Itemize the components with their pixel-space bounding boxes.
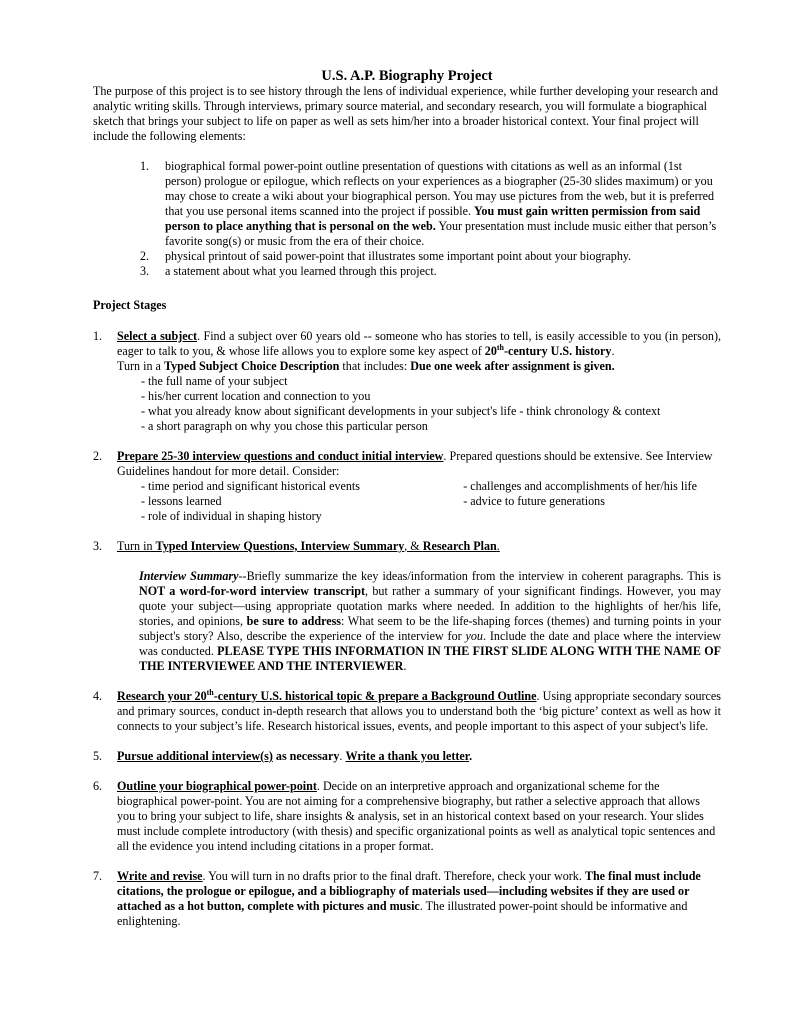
stage-number: 2. [93, 449, 103, 463]
column-right [463, 479, 721, 524]
element-item-1 [140, 159, 721, 249]
element-number: 2. [140, 249, 150, 263]
stage-text [117, 689, 721, 734]
stage-2 [93, 449, 721, 524]
element-number: 3. [140, 264, 150, 278]
stage-heading: Select a subject [117, 329, 198, 343]
stage-5 [93, 749, 721, 764]
stage-3 [93, 539, 721, 554]
stage-body: . Prepared questions should be extensive. See Interview Guidelines handout for more detail. Consider: [117, 449, 713, 478]
stage-text [117, 449, 721, 479]
stage-number: 4. [93, 689, 103, 703]
stage-body: . Decide on an interpretive approach and organizational scheme for the biographical power-point. You are not aiming for a comprehensive biography, but rather a selective approach that allows you to bring your subject to life, share insights & analysis, set in an historical context based on your research. Your slides must include complete introductory (with thesis) and specific organizational points as well as analytical topic sentences and all the evidence you intend including citations in a proper format. [117, 779, 716, 853]
stages-heading: Project Stages [93, 298, 167, 312]
stage-6 [93, 779, 721, 854]
stage-body: . [611, 344, 615, 358]
stage-subline: Turn in a Typed Subject Choice Description that includes: Due one week after assignment is given. [117, 359, 615, 373]
intro-paragraph: The purpose of this project is to see history through the lens of individual experience, while further developing your research and analytic writing skills. Through interviews, primary source material, and secondary research, you will formulate a biographical sketch that brings your subject to life on paper as well as sets him/her into a broader historical context. Your final project will include the following elements: [93, 84, 718, 143]
stage-heading: Write a thank you letter [345, 749, 470, 763]
stage-heading: Outline your biographical power-point [117, 779, 317, 793]
list-item: - his/her current location and connection to you [141, 389, 371, 403]
document-title: U.S. A.P. Biography Project [321, 68, 493, 84]
stage-body: . Find a subject over 60 years old -- someone who has stories to tell, is easily accessible to you (in person), eager to talk to you, & whose life allows you to explore some key aspect of [117, 329, 721, 358]
stage-number: 5. [93, 749, 103, 763]
stage-7 [93, 869, 721, 929]
stage-number: 7. [93, 869, 103, 883]
element-text: Your presentation must include music either that person’s favorite song(s) or music from the era of their choice. [165, 219, 717, 248]
element-bold-text: You must gain written permission from said person to place anything that is personal on the web. [165, 204, 701, 233]
stage-heading: Prepare 25-30 interview questions and conduct initial interview [117, 449, 444, 463]
stage-heading: Write and revise [117, 869, 203, 883]
stage-text: Turn in Typed Interview Questions, Interview Summary, & Research Plan. [117, 539, 500, 553]
element-number: 1. [140, 159, 150, 173]
list-item: - advice to future generations [463, 494, 605, 508]
bullet-list [117, 374, 721, 434]
considerations-columns [117, 479, 721, 524]
document-page [93, 68, 721, 929]
interview-summary: Interview Summary--Briefly summarize the key ideas/information from the interview in coherent paragraphs. This is NOT a word-for-word interview transcript, but rather a summary of your significant findings. However, you may quote your subject—using appropriate quotation marks where needed. In addition to the highlights of her/his life, stories, and opinions, be sure to address: What seem to be the life-shaping forces (themes) and turning points in your subject's story? Also, describe the experience of the interview for you. Include the date and place where the interview was conducted. PLEASE TYPE THIS INFORMATION IN THE FIRST SLIDE ALONG WITH THE NAME OF THE INTERVIEWEE AND THE INTERVIEWER. [139, 569, 722, 673]
stage-number: 3. [93, 539, 103, 553]
column-left [141, 479, 463, 524]
element-text: biographical formal power-point outline presentation of questions with citations as well as an informal (1st person) prologue or epilogue, which reflects on your experiences as a biographer (25-30 slides maximum) or you may chose to create a wiki about your biographical person. You may use pictures from the web, but it is preferred that you use personal items scanned into the project if possible. [165, 159, 715, 218]
element-text: a statement about what you learned through this project. [165, 264, 437, 278]
list-item: - a short paragraph on why you chose this particular person [141, 419, 428, 433]
stage-text [117, 779, 721, 854]
stage-heading: Pursue additional interview(s) [117, 749, 273, 763]
emphasis: 20th-century U.S. history [484, 342, 612, 358]
element-item-3 [140, 264, 721, 279]
summary-label: Interview Summary [139, 569, 239, 583]
stage-number: 6. [93, 779, 103, 793]
stage-text: Write and revise. You will turn in no drafts prior to the final draft. Therefore, check your work. The final must include citations, the prologue or epilogue, and a bibliography of materials used—including websites if they are used or attached as a hot button, complete with pictures and music. The illustrated power-point should be informative and enlightening. [117, 869, 701, 928]
stage-text: Pursue additional interview(s) as necessary. Write a thank you letter. [117, 749, 473, 763]
list-item: - challenges and accomplishments of her/his life [463, 479, 697, 493]
stage-4 [93, 689, 721, 734]
list-item: - the full name of your subject [141, 374, 288, 388]
elements-list [93, 159, 721, 279]
list-item: - what you already know about significant developments in your subject's life - think chronology & context [141, 404, 661, 418]
list-item: - role of individual in shaping history [141, 509, 322, 523]
stage-1 [93, 329, 721, 434]
stage-number: 1. [93, 329, 103, 343]
stage-heading: Research your 20th-century U.S. historical topic & prepare a Background Outline [117, 687, 537, 703]
list-item: - time period and significant historical events [141, 479, 360, 493]
stage-body: . Using appropriate secondary sources and primary sources, conduct in-depth research that allows you to understand both the ‘big picture’ context as well as how it connects to your subject’s life. Research historical issues, events, and people important to this aspect of your subject's life. [117, 689, 722, 733]
stage-text [117, 329, 721, 359]
element-text: physical printout of said power-point that illustrates some important point about your biography. [165, 249, 632, 263]
element-item-2 [140, 249, 721, 264]
list-item: - lessons learned [141, 494, 222, 508]
